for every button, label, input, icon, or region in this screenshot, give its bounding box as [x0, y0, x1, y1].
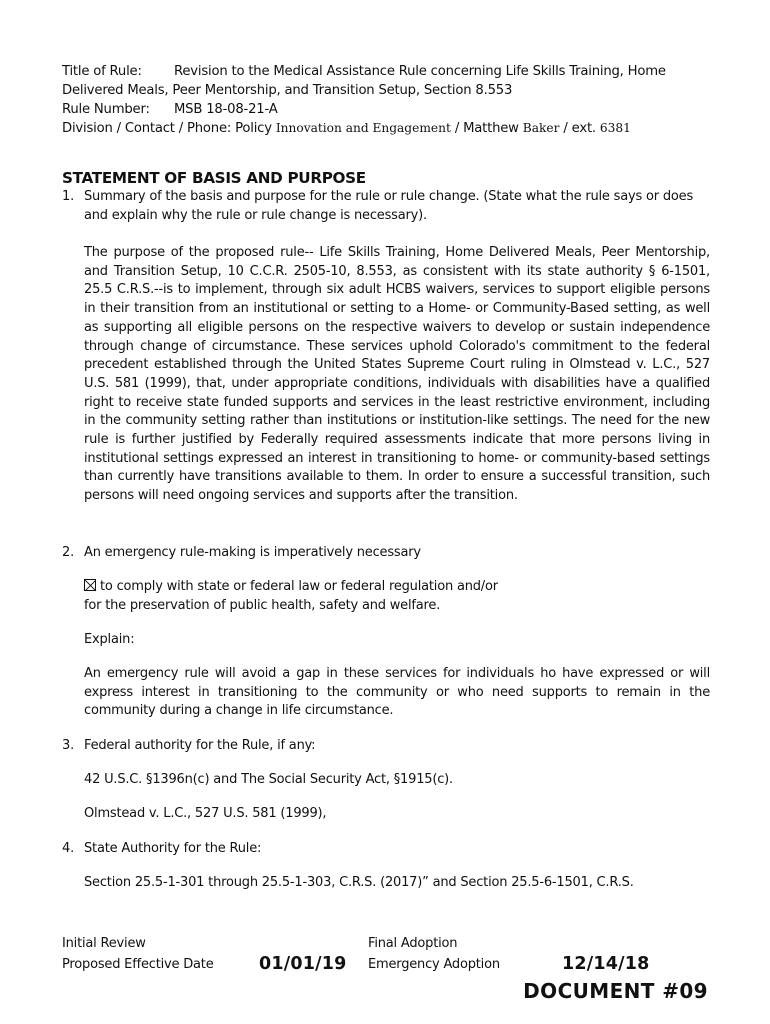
initial-review-label: Initial Review	[62, 936, 146, 951]
ext-value: 6381	[599, 121, 631, 135]
title-label: Title of Rule:	[62, 64, 142, 79]
item-2-heading	[62, 544, 710, 563]
division-policy: Policy	[235, 121, 272, 136]
separator: /	[563, 121, 568, 136]
document-number: DOCUMENT #09	[523, 979, 708, 1003]
rule-number-value: MSB 18-08-21-A	[174, 102, 278, 117]
item-number: 4.	[62, 841, 75, 856]
explain-label: Explain:	[84, 632, 135, 647]
item-number: 2.	[62, 545, 75, 560]
item-number: 1.	[62, 189, 75, 204]
proposed-effective-date-label: Proposed Effective Date	[62, 957, 214, 972]
item-3-heading	[62, 737, 710, 756]
explain-text: An emergency rule will avoid a gap in these services for individuals ho have expressed or will express interest in transitioning to the community or who need supports to remain in the community during a change in life circumstance.	[84, 666, 710, 719]
federal-authority-line-2: Olmstead v. L.C., 527 U.S. 581 (1999),	[84, 806, 327, 821]
division-label: Division / Contact / Phone:	[62, 121, 232, 136]
checkbox-label-1: to comply with state or federal law or federal regulation and/or	[100, 579, 498, 594]
item-text: Summary of the basis and purpose for the rule or rule change. (State what the rule says or does and explain why the rule or rule change is necessary).	[84, 189, 694, 223]
title-line-2	[62, 81, 722, 100]
state-authority-line: Section 25.5-1-301 through 25.5-1-303, C.R.S. (2017)” and Section 25.5-6-1501, C.R.S.	[84, 875, 634, 890]
item-1-paragraph: The purpose of the proposed rule-- Life Skills Training, Home Delivered Meals, Peer Mentorship, and Transition Setup, 10 C.C.R. 2505-10, 8.553, as consistent with its state authority § 6-1501, 25.5 C.R.S.--is to implement, through six adult HCBS waivers, services to support eligible persons in their transition from an institutional or setting to a Home- or Community-Based setting, as well as supporting all eligible persons on the respective waivers to develop or sustain independence through change of circumstance. These services uphold Colorado's commitment to the federal precedent established through the United States Supreme Court ruling in Olmstead v. L.C., 527 U.S. 581 (1999), that, under appropriate conditions, individuals with disabilities have a qualified right to receive state funded supports and services in the least restrictive environment, including in the community setting rather than institutions or institution-like settings. The need for the new rule is further justified by Federally required assessments indicate that more persons living in institutional settings expressed an interest in transitioning to home- or community-based settings than currently have transitions available to them. In order to ensure a successful transition, such persons will need ongoing services and supports after the transition.	[84, 245, 710, 504]
rule-number-label: Rule Number:	[62, 102, 150, 117]
item-text: Federal authority for the Rule, if any:	[84, 738, 316, 753]
division-name: Innovation and Engagement	[275, 121, 451, 135]
item-text: An emergency rule-making is imperatively necessary	[84, 545, 421, 560]
item-number: 3.	[62, 738, 75, 753]
contact-last-name: Baker	[522, 121, 560, 135]
checkbox-line-1	[84, 578, 498, 597]
title-value-line-2: Delivered Meals, Peer Mentorship, and Transition Setup, Section 8.553	[62, 83, 513, 98]
contact-first-name: Matthew	[463, 121, 519, 136]
emergency-adoption-label: Emergency Adoption	[368, 957, 500, 972]
item-text: State Authority for the Rule:	[84, 841, 262, 856]
ext-label: ext.	[571, 121, 596, 136]
proposed-effective-date-value: 01/01/19	[259, 954, 347, 974]
rule-header	[62, 62, 722, 138]
section-title: STATEMENT OF BASIS AND PURPOSE	[62, 169, 366, 187]
item-4-heading	[62, 840, 710, 859]
checked-checkbox-icon[interactable]	[84, 579, 96, 591]
title-line-1	[62, 62, 722, 81]
title-value-line-1: Revision to the Medical Assistance Rule concerning Life Skills Training, Home	[174, 64, 666, 79]
checkbox-line-2: for the preservation of public health, safety and welfare.	[84, 598, 441, 613]
rule-number-line	[62, 100, 722, 119]
final-adoption-label: Final Adoption	[368, 936, 458, 951]
item-1-heading	[62, 188, 710, 225]
division-line	[62, 119, 722, 138]
emergency-adoption-value: 12/14/18	[562, 954, 650, 974]
separator: /	[454, 121, 460, 136]
federal-authority-line-1: 42 U.S.C. §1396n(c) and The Social Security Act, §1915(c).	[84, 772, 453, 787]
